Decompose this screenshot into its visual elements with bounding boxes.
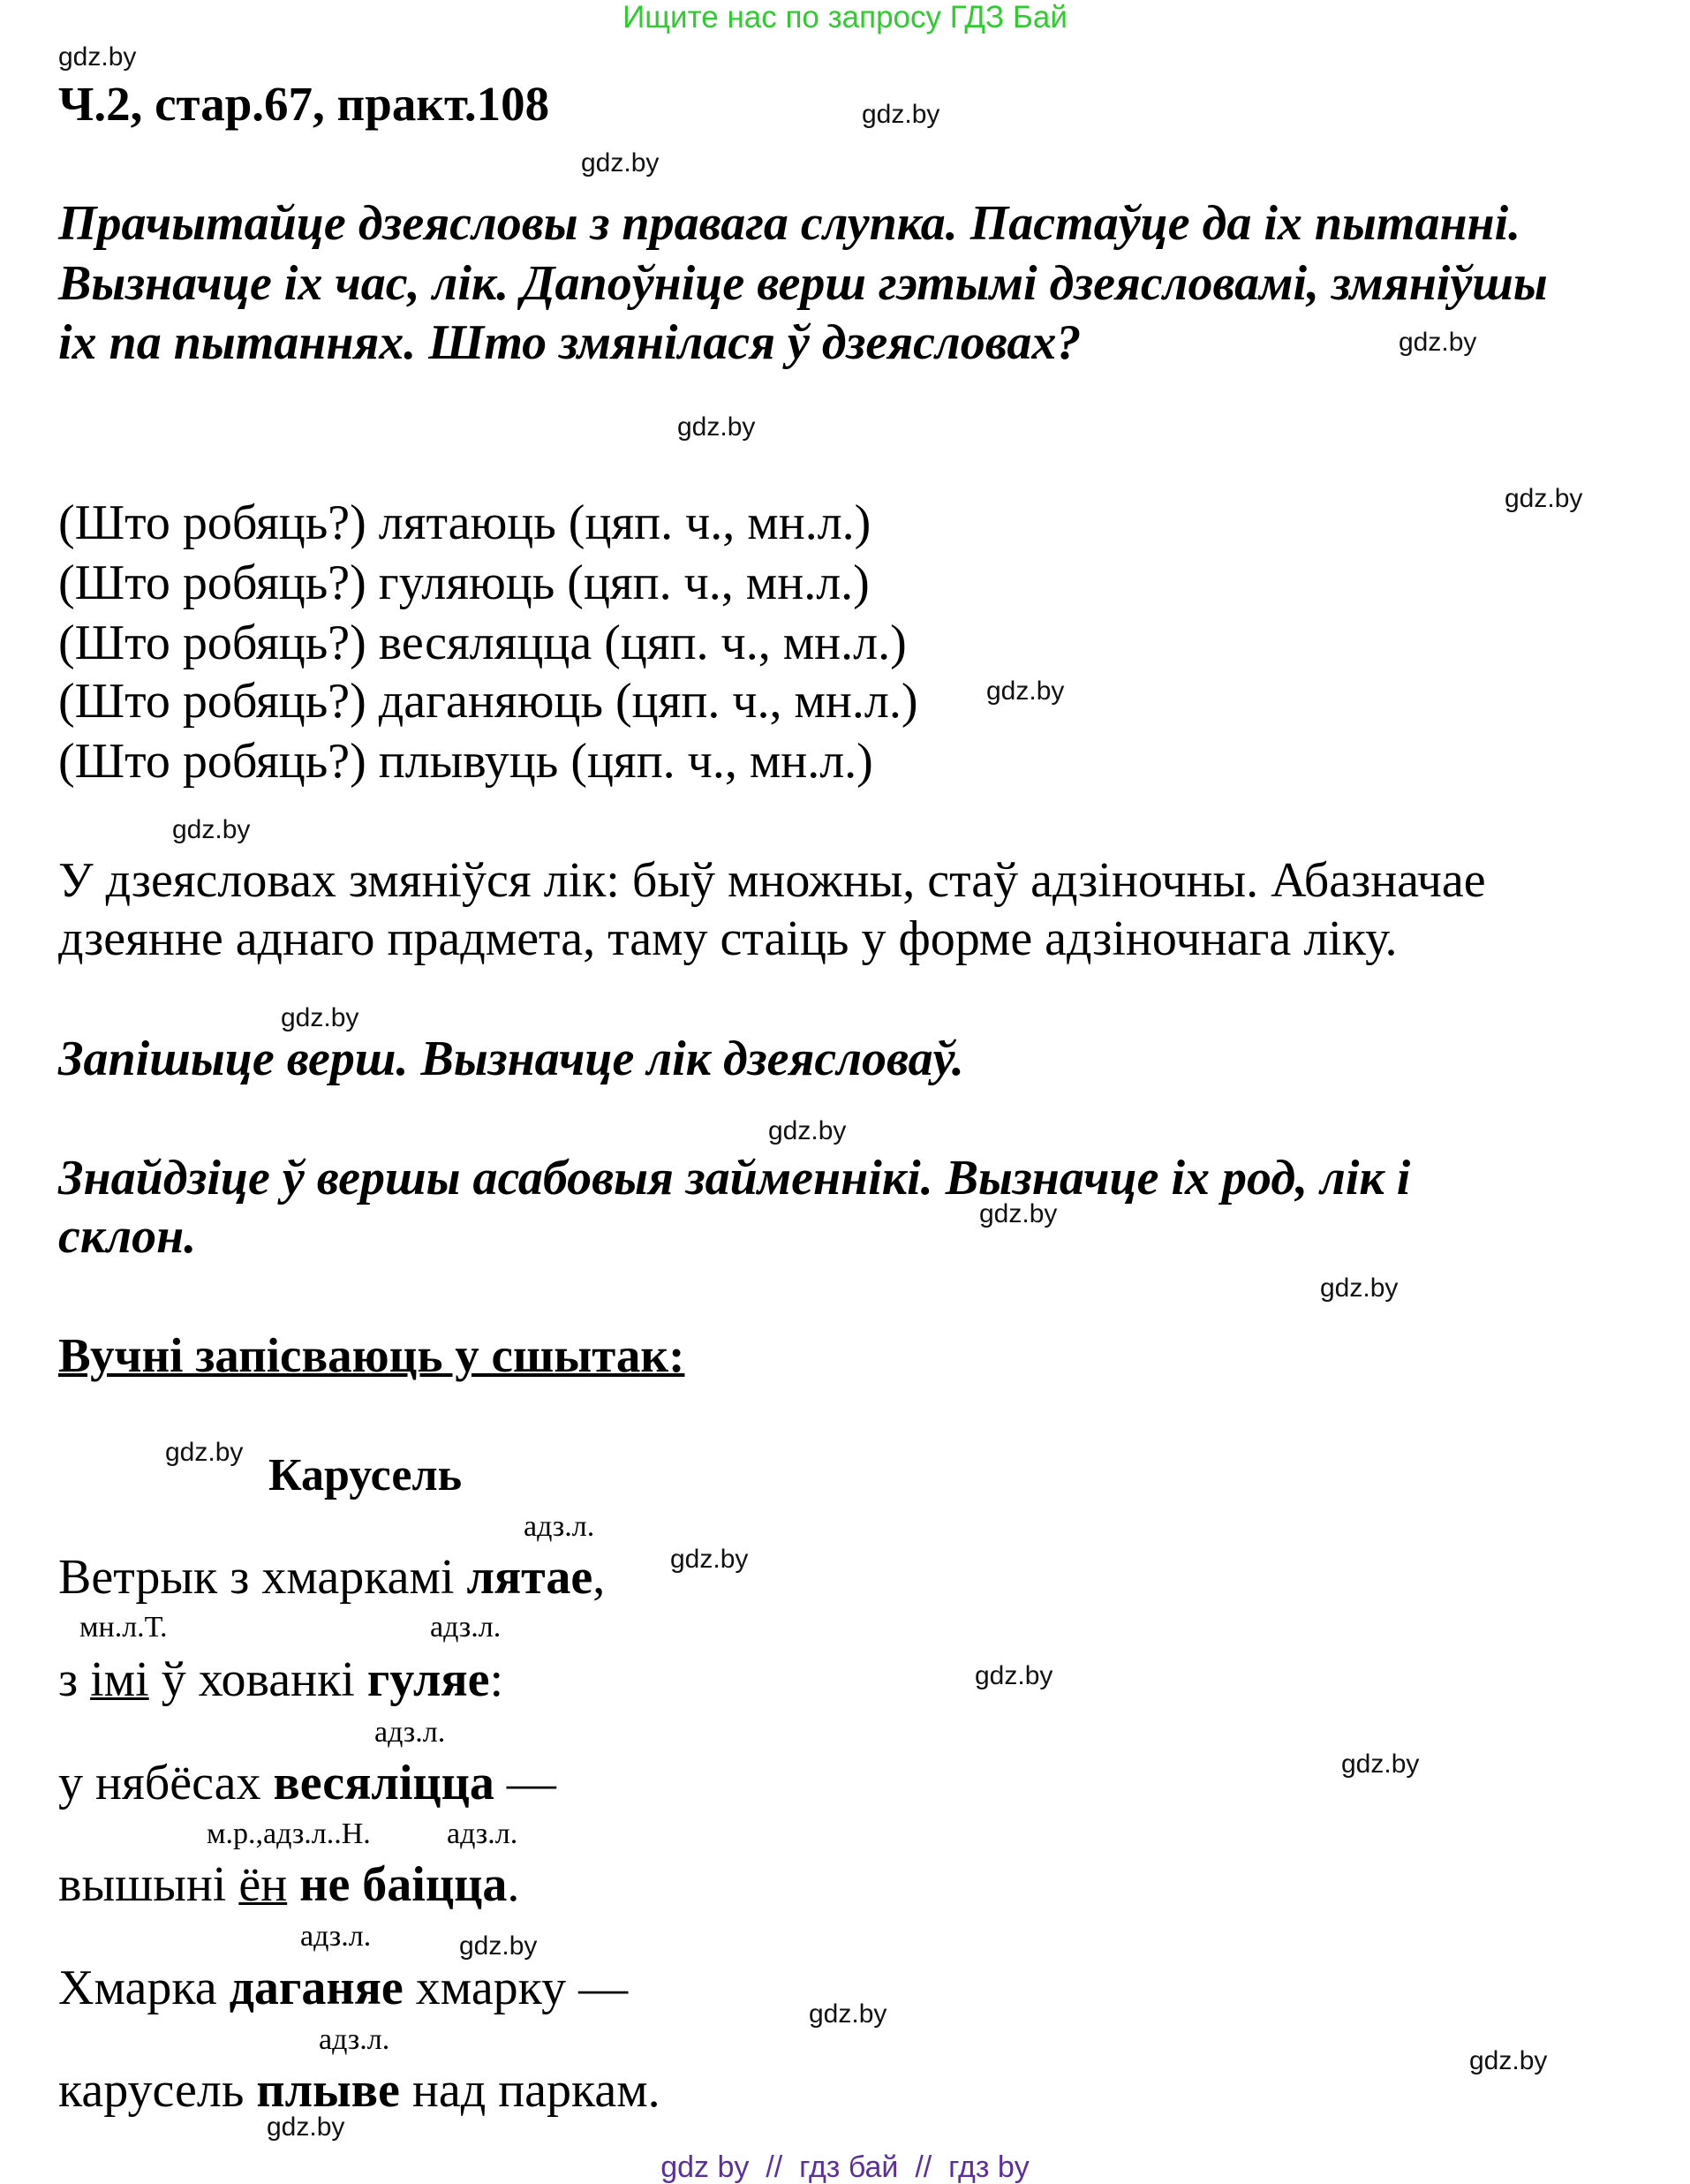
watermark: gdz.by (1469, 2046, 1548, 2075)
watermark: gdz.by (281, 1003, 359, 1032)
watermark: gdz.by (1399, 328, 1477, 357)
task-text: Вызначце іх час, лік. Дапоўніце верш гэтымі дзеясловамі, змяніўшы (58, 256, 1548, 311)
poem-line: Хмарка даганяе хмарку — (58, 1961, 629, 2015)
watermark: gdz.by (677, 412, 756, 442)
annotation: адз.л. (300, 1920, 372, 1953)
watermark: gdz.by (1341, 1749, 1420, 1779)
watermark: gdz.by (979, 1199, 1058, 1228)
watermark: gdz.by (862, 100, 940, 129)
watermark: gdz.by (165, 1438, 244, 1467)
watermark: gdz.by (975, 1661, 1053, 1690)
poem-line: у нябёсах весяліцца — (58, 1756, 556, 1810)
poem-line: карусель плыве над паркам. (58, 2063, 660, 2118)
search-banner: Ищите нас по запросу ГДЗ Бай (622, 0, 1068, 34)
answer-line: (Што робяць?) лятаюць (цяп. ч., мн.л.) (58, 495, 871, 550)
watermark: gdz.by (768, 1116, 847, 1145)
explanation-text: дзеянне аднаго прадмета, таму стаіць у форме адзіночнага ліку. (58, 911, 1398, 966)
task-text: іх па пытаннях. Што змянілася ў дзеясловах? (58, 315, 1082, 370)
watermark: gdz.by (1320, 1273, 1399, 1303)
watermark: gdz.by (459, 1931, 538, 1961)
annotation: адз.л. (447, 1817, 518, 1850)
task-text: Знайдзіце ў вершы асабовыя займеннікі. Вызначце іх род, лік і (58, 1151, 1411, 1205)
page-title: Ч.2, стар.67, практ.108 (58, 77, 550, 131)
poem-line: Ветрык з хмаркамі лятае, (58, 1550, 606, 1605)
annotation: адз.л. (430, 1611, 502, 1644)
annotation: м.р.,адз.л..Н. (207, 1817, 371, 1850)
watermark: gdz.by (670, 1545, 749, 1574)
annotation: мн.л.Т. (79, 1611, 168, 1644)
task-text: Прачытайце дзеясловы з правага слупка. Пастаўце да іх пытанні. (58, 196, 1521, 251)
watermark: gdz.by (172, 815, 251, 844)
poem-line: вышыні ён не баіцца. (58, 1857, 520, 1912)
poem-title: Карусель (268, 1450, 463, 1500)
pronoun: ён (238, 1857, 288, 1912)
watermark: gdz.by (1505, 484, 1583, 513)
answer-line: (Што робяць?) даганяюць (цяп. ч., мн.л.) (58, 674, 918, 729)
answer-line: (Што робяць?) плывуць (цяп. ч., мн.л.) (58, 734, 873, 789)
watermark: gdz.by (986, 676, 1065, 706)
watermark: gdz.by (809, 1999, 887, 2029)
pronoun: імі (90, 1652, 149, 1707)
watermark: gdz.by (581, 148, 660, 178)
answer-line: (Што робяць?) гуляюць (цяп. ч., мн.л.) (58, 555, 870, 610)
subheading: Вучні запісваюць у сшытак: (58, 1328, 685, 1382)
footer-links[interactable]: gdz by // гдз бай // гдз by (660, 2150, 1030, 2184)
answer-line: (Што робяць?) весяляцца (цяп. ч., мн.л.) (58, 616, 907, 670)
task-text: склон. (58, 1209, 197, 1264)
annotation: адз.л. (524, 1510, 595, 1543)
watermark: gdz.by (58, 42, 137, 72)
annotation: адз.л. (319, 2023, 390, 2056)
annotation: адз.л. (374, 1716, 446, 1749)
watermark: gdz.by (267, 2112, 345, 2142)
explanation-text: У дзеясловах змяніўся лік: быў множны, стаў адзіночны. Абазначае (58, 853, 1486, 908)
poem-line: з імі ў хованкі гуляе: (58, 1652, 504, 1707)
task-text: Запішыце верш. Вызначце лік дзеясловаў. (58, 1032, 964, 1086)
